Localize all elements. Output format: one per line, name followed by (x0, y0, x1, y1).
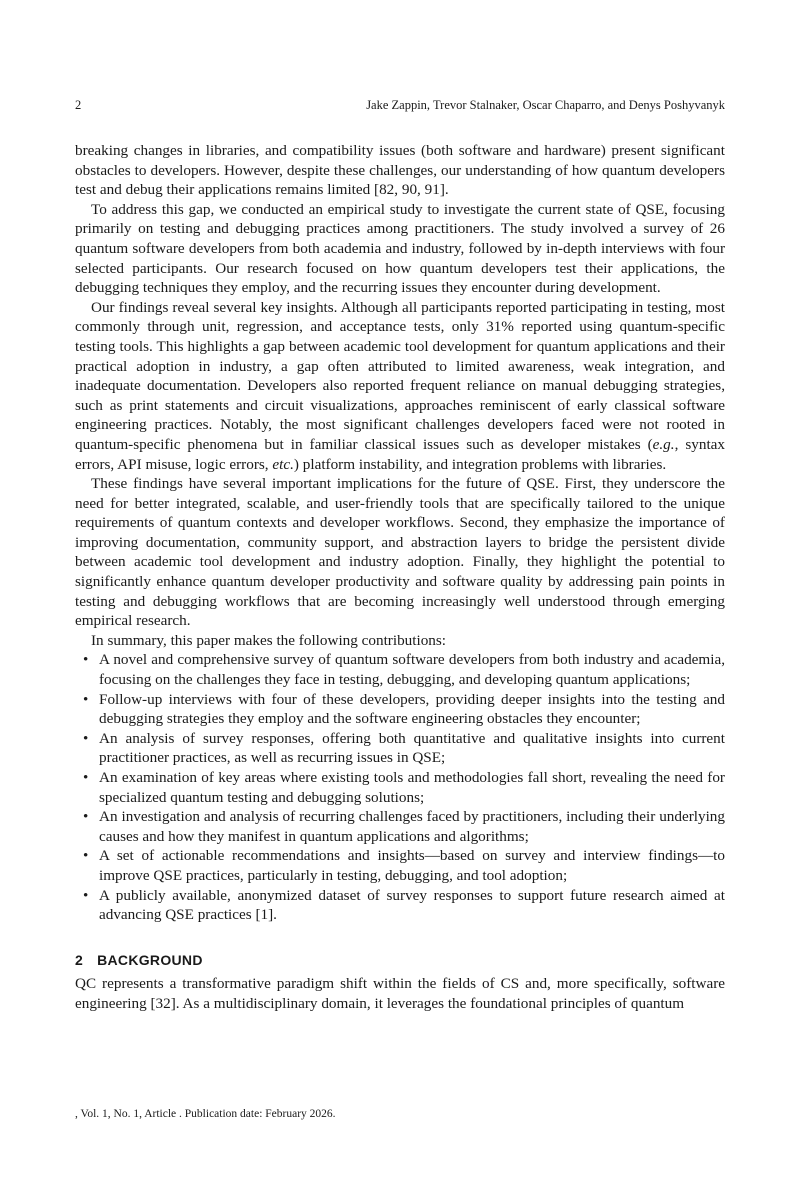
bullet-icon: • (83, 729, 89, 747)
list-item-text: An analysis of survey responses, offering both quantitative and qualitative insights into current practitioner practices, as well as recurring issues in QSE; (99, 729, 725, 767)
list-item (75, 650, 725, 689)
section-paragraph-1: QC represents a transformative paradigm shift within the fields of CS and, more specifically, software engineering [32]. As a multidisciplinary domain, it leverages the foundational principles of quantum (75, 975, 725, 1012)
body-text (75, 141, 725, 1014)
paragraph-1: breaking changes in libraries, and compatibility issues (both software and hardware) present significant obstacles to developers. However, despite these challenges, our understanding of how quantum developers test and debug their applications remains limited [82, 90, 91]. (75, 142, 725, 199)
bullet-icon: • (83, 808, 89, 826)
list-item (75, 729, 725, 768)
list-item (75, 846, 725, 885)
list-item-text: A set of actionable recommendations and insights—based on survey and interview findings—to improve QSE practices, particularly in testing, debugging, and tool adoption; (99, 847, 725, 884)
list-item-text: An examination of key areas where existing tools and methodologies fall short, revealing the need for specialized quantum testing and debugging solutions; (99, 769, 725, 806)
list-item (75, 690, 725, 729)
list-item (75, 886, 725, 925)
bullet-icon: • (83, 690, 89, 708)
page-footer: , Vol. 1, No. 1, Article . Publication date: February 2026. (75, 1108, 336, 1120)
bullet-icon: • (83, 886, 89, 904)
paragraph-5: In summary, this paper makes the following contributions: (91, 631, 447, 649)
paragraph-3 (75, 298, 725, 474)
author-list: Jake Zappin, Trevor Stalnaker, Oscar Chaparro, and Denys Poshyvanyk (366, 98, 725, 112)
contributions-list (75, 650, 725, 924)
list-item (75, 768, 725, 807)
paragraph-3-part-b: , syntax errors, API misuse, logic errors, (75, 435, 725, 473)
bullet-icon: • (83, 769, 89, 786)
eg-abbrev: e.g. (652, 435, 675, 453)
paragraph-3-part-a: Our findings reveal several key insights. Although all participants reported participating in testing, most commonly through unit, regression, and acceptance tests, only 31% reported using quantum-specific testing tools. This highlights a gap between academic tool development for quantum applications and their practical adoption in industry, a gap often attributed to limited awareness, weak integration, and inadequate documentation. Developers also reported frequent reliance on manual debugging strategies, such as print statements and circuit visualizations, approaches reminiscent of early classical software engineering practices. Notably, the most significant challenges developers faced were not rooted in quantum-specific phenomena but in familiar classical issues such as developer mistakes ( (75, 298, 725, 453)
etc-abbrev: etc. (272, 455, 294, 473)
list-item-text: A novel and comprehensive survey of quantum software developers from both industry and academia, focusing on the challenges they face in testing, debugging, and developing quantum applications; (99, 651, 725, 689)
bullet-icon: • (83, 651, 89, 669)
paragraph-4: These findings have several important implications for the future of QSE. First, they underscore the need for better integrated, scalable, and user-friendly tools that are specifically tailored to the unique requirements of quantum contexts and developer workflows. Second, they emphasize the importance of improving documentation, community support, and abstraction layers to bridge the persistent divide between academic tool development and industry adoption. Finally, they highlight the potential to significantly enhance quantum developer productivity and software quality by addressing pain points in testing and debugging workflows that are becoming increasingly well understood through emerging empirical research. (75, 475, 725, 630)
list-item-text: An investigation and analysis of recurring challenges faced by practitioners, including their underlying causes and how they manifest in quantum applications and algorithms; (99, 808, 725, 845)
section-title: BACKGROUND (97, 951, 203, 968)
list-item-text: A publicly available, anonymized dataset of survey responses to support future research aimed at advancing QSE practices [1]. (99, 886, 725, 924)
page-number: 2 (75, 98, 82, 112)
paragraph-3-part-c: ) platform instability, and integration problems with libraries. (293, 455, 667, 473)
running-head (75, 98, 725, 113)
bullet-icon: • (83, 847, 89, 865)
section-heading (75, 951, 725, 971)
section-number: 2 (75, 951, 84, 968)
paragraph-2: To address this gap, we conducted an empirical study to investigate the current state of QSE, focusing primarily on testing and debugging practices among practitioners. The study involved a survey of 26 quantum software developers from both academia and industry, followed by in-depth interviews with four selected participants. Our research focused on how quantum developers test their applications, the debugging techniques they employ, and the recurring issues they encounter during development. (75, 200, 725, 297)
list-item (75, 807, 725, 846)
list-item-text: Follow-up interviews with four of these developers, providing deeper insights into the testing and debugging strategies they employ and the software engineering obstacles they encounter; (99, 690, 725, 728)
